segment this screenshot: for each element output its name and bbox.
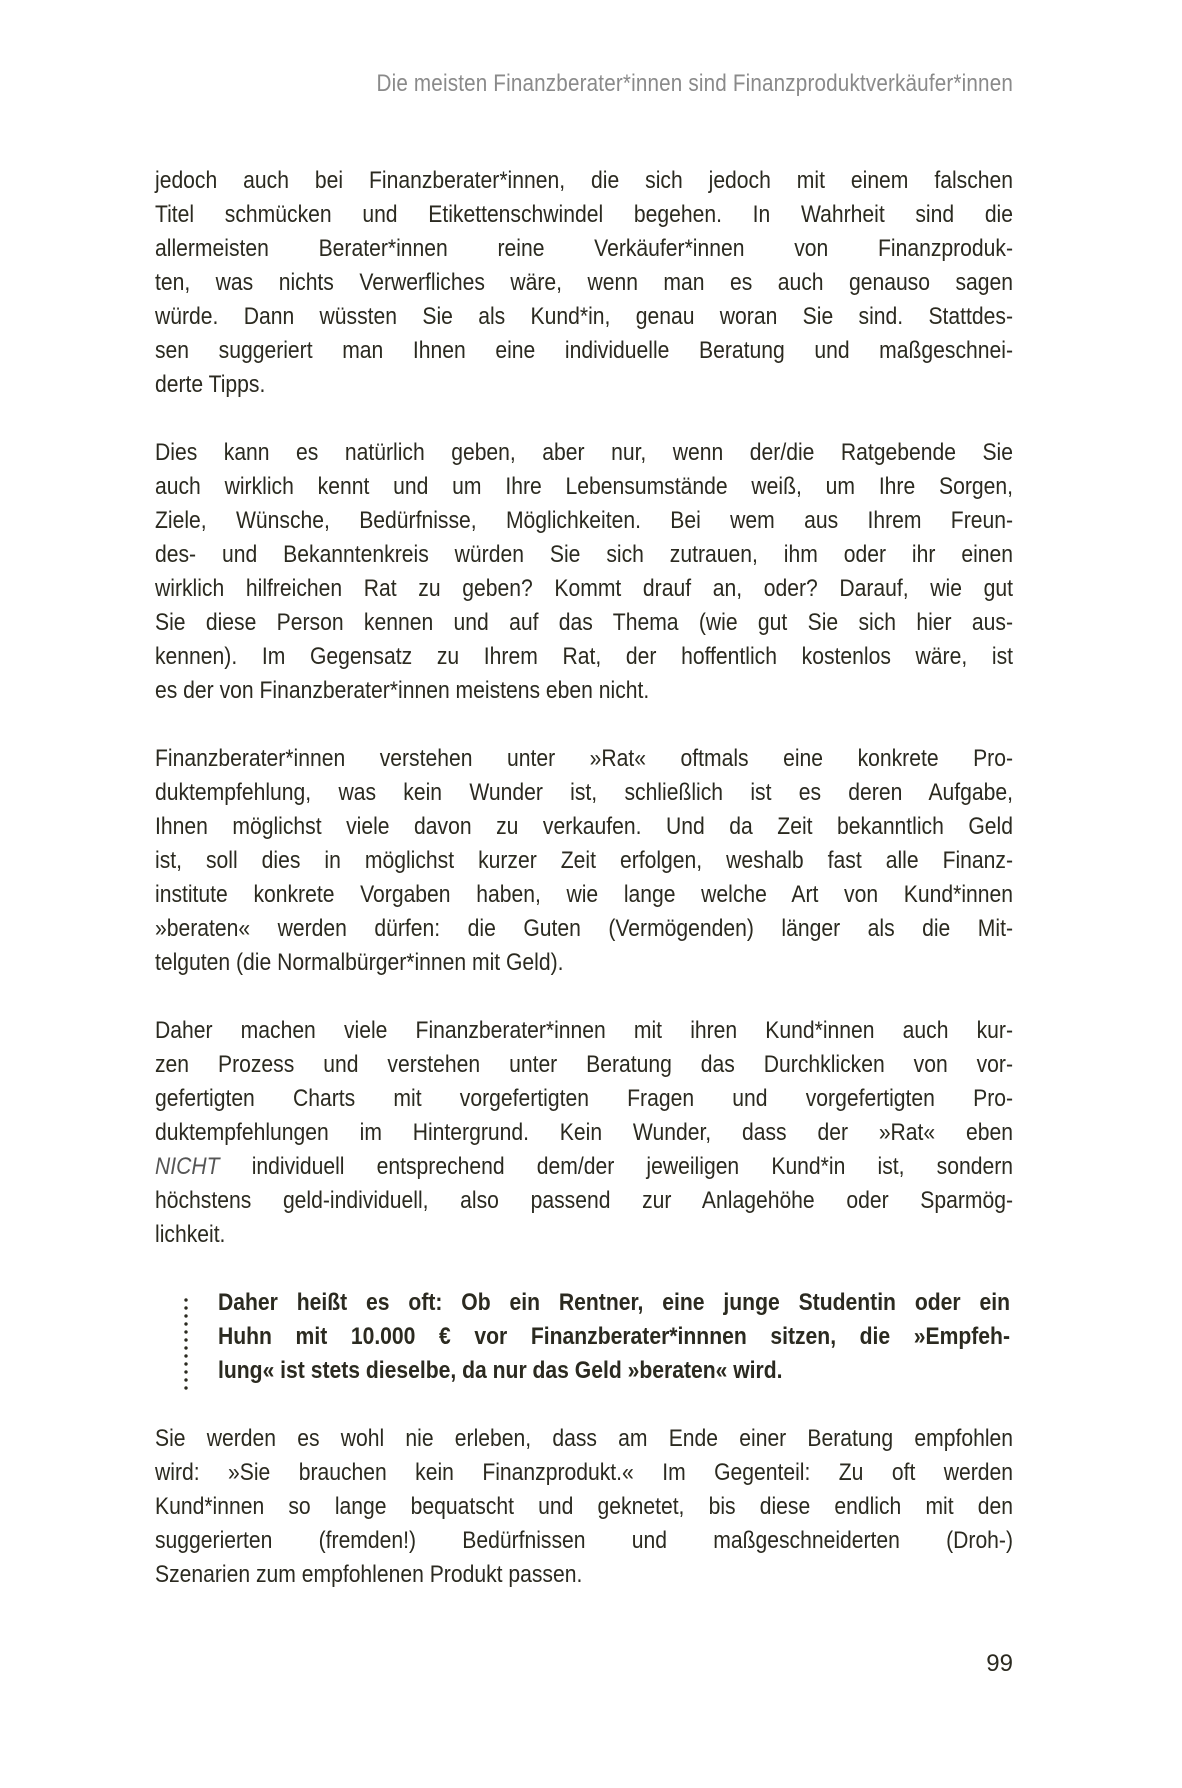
emphasis-nicht: NICHT bbox=[155, 1153, 220, 1180]
text-line: Daher machen viele Finanzberater*innen mit ihren Kund*innen auch kur- bbox=[155, 1017, 1013, 1044]
paragraph-4 bbox=[155, 1014, 1013, 1252]
text-line: Sie diese Person kennen und auf das Thema (wie gut Sie sich hier aus- bbox=[155, 609, 1013, 636]
text-line: Finanzberater*innen verstehen unter »Rat« oftmals eine konkrete Pro- bbox=[155, 745, 1013, 772]
text-line: auch wirklich kennt und um Ihre Lebensumstände weiß, um Ihre Sorgen, bbox=[155, 473, 1013, 500]
text-line: wird: »Sie brauchen kein Finanzprodukt.« Im Gegenteil: Zu oft werden bbox=[155, 1459, 1013, 1486]
text-line-rest: individuell entsprechend dem/der jeweiligen Kund*in ist, sondern bbox=[219, 1153, 1013, 1180]
text-line: des- und Bekanntenkreis würden Sie sich zutrauen, ihm oder ihr einen bbox=[155, 541, 1013, 568]
dotted-rule-icon bbox=[184, 1296, 188, 1394]
text-line: suggerierten (fremden!) Bedürfnissen und maßgeschneiderten (Droh-) bbox=[155, 1527, 1013, 1554]
quote-line: lung« ist stets dieselbe, da nur das Geld »beraten« wird. bbox=[218, 1357, 783, 1384]
text-line-with-emphasis bbox=[155, 1150, 1013, 1184]
text-line: ist, soll dies in möglichst kurzer Zeit erfolgen, weshalb fast alle Finanz- bbox=[155, 847, 1013, 874]
body-text bbox=[155, 164, 1013, 1626]
paragraph-1 bbox=[155, 164, 1013, 402]
text-line: sen suggeriert man Ihnen eine individuelle Beratung und maßgeschnei- bbox=[155, 337, 1013, 364]
text-line: allermeisten Berater*innen reine Verkäufer*innen von Finanzproduk- bbox=[155, 235, 1013, 262]
paragraph-3 bbox=[155, 742, 1013, 980]
page-number: 99 bbox=[986, 1650, 1013, 1677]
text-line: lichkeit. bbox=[155, 1221, 226, 1248]
text-line: duktempfehlung, was kein Wunder ist, schließlich ist es deren Aufgabe, bbox=[155, 779, 1013, 806]
text-line: gefertigten Charts mit vorgefertigten Fragen und vorgefertigten Pro- bbox=[155, 1085, 1013, 1112]
text-line: Sie werden es wohl nie erleben, dass am Ende einer Beratung empfohlen bbox=[155, 1425, 1013, 1452]
quote-line: Huhn mit 10.000 € vor Finanzberater*innnen sitzen, die »Empfeh- bbox=[218, 1323, 1010, 1350]
text-line: jedoch auch bei Finanzberater*innen, die sich jedoch mit einem falschen bbox=[155, 167, 1013, 194]
text-line: »beraten« werden dürfen: die Guten (Vermögenden) länger als die Mit- bbox=[155, 915, 1013, 942]
pull-quote bbox=[155, 1286, 1013, 1388]
text-line: höchstens geld-individuell, also passend zur Anlagehöhe oder Sparmög- bbox=[155, 1187, 1013, 1214]
text-line: Ihnen möglichst viele davon zu verkaufen. Und da Zeit bekanntlich Geld bbox=[155, 813, 1013, 840]
paragraph-2 bbox=[155, 436, 1013, 708]
text-line: Titel schmücken und Etikettenschwindel begehen. In Wahrheit sind die bbox=[155, 201, 1013, 228]
text-line: Kund*innen so lange bequatscht und geknetet, bis diese endlich mit den bbox=[155, 1493, 1013, 1520]
text-line: es der von Finanzberater*innen meistens eben nicht. bbox=[155, 677, 650, 704]
text-line: Ziele, Wünsche, Bedürfnisse, Möglichkeiten. Bei wem aus Ihrem Freun- bbox=[155, 507, 1013, 534]
closing-paragraph bbox=[155, 1422, 1013, 1592]
text-line: ten, was nichts Verwerfliches wäre, wenn man es auch genauso sagen bbox=[155, 269, 1013, 296]
text-line: derte Tipps. bbox=[155, 371, 266, 398]
text-line: zen Prozess und verstehen unter Beratung das Durchklicken von vor- bbox=[155, 1051, 1013, 1078]
text-line: duktempfehlungen im Hintergrund. Kein Wunder, dass der »Rat« eben bbox=[155, 1119, 1013, 1146]
text-line: wirklich hilfreichen Rat zu geben? Kommt drauf an, oder? Darauf, wie gut bbox=[155, 575, 1013, 602]
running-head: Die meisten Finanzberater*innen sind Finanzproduktverkäufer*innen bbox=[376, 70, 1013, 97]
text-line: telguten (die Normalbürger*innen mit Geld). bbox=[155, 949, 564, 976]
text-line: institute konkrete Vorgaben haben, wie lange welche Art von Kund*innen bbox=[155, 881, 1013, 908]
text-line: kennen). Im Gegensatz zu Ihrem Rat, der hoffentlich kostenlos wäre, ist bbox=[155, 643, 1013, 670]
text-line: würde. Dann wüssten Sie als Kund*in, genau woran Sie sind. Stattdes- bbox=[155, 303, 1013, 330]
text-line: Dies kann es natürlich geben, aber nur, wenn der/die Ratgebende Sie bbox=[155, 439, 1013, 466]
quote-line: Daher heißt es oft: Ob ein Rentner, eine junge Studentin oder ein bbox=[218, 1289, 1010, 1316]
text-line: Szenarien zum empfohlenen Produkt passen. bbox=[155, 1561, 583, 1588]
